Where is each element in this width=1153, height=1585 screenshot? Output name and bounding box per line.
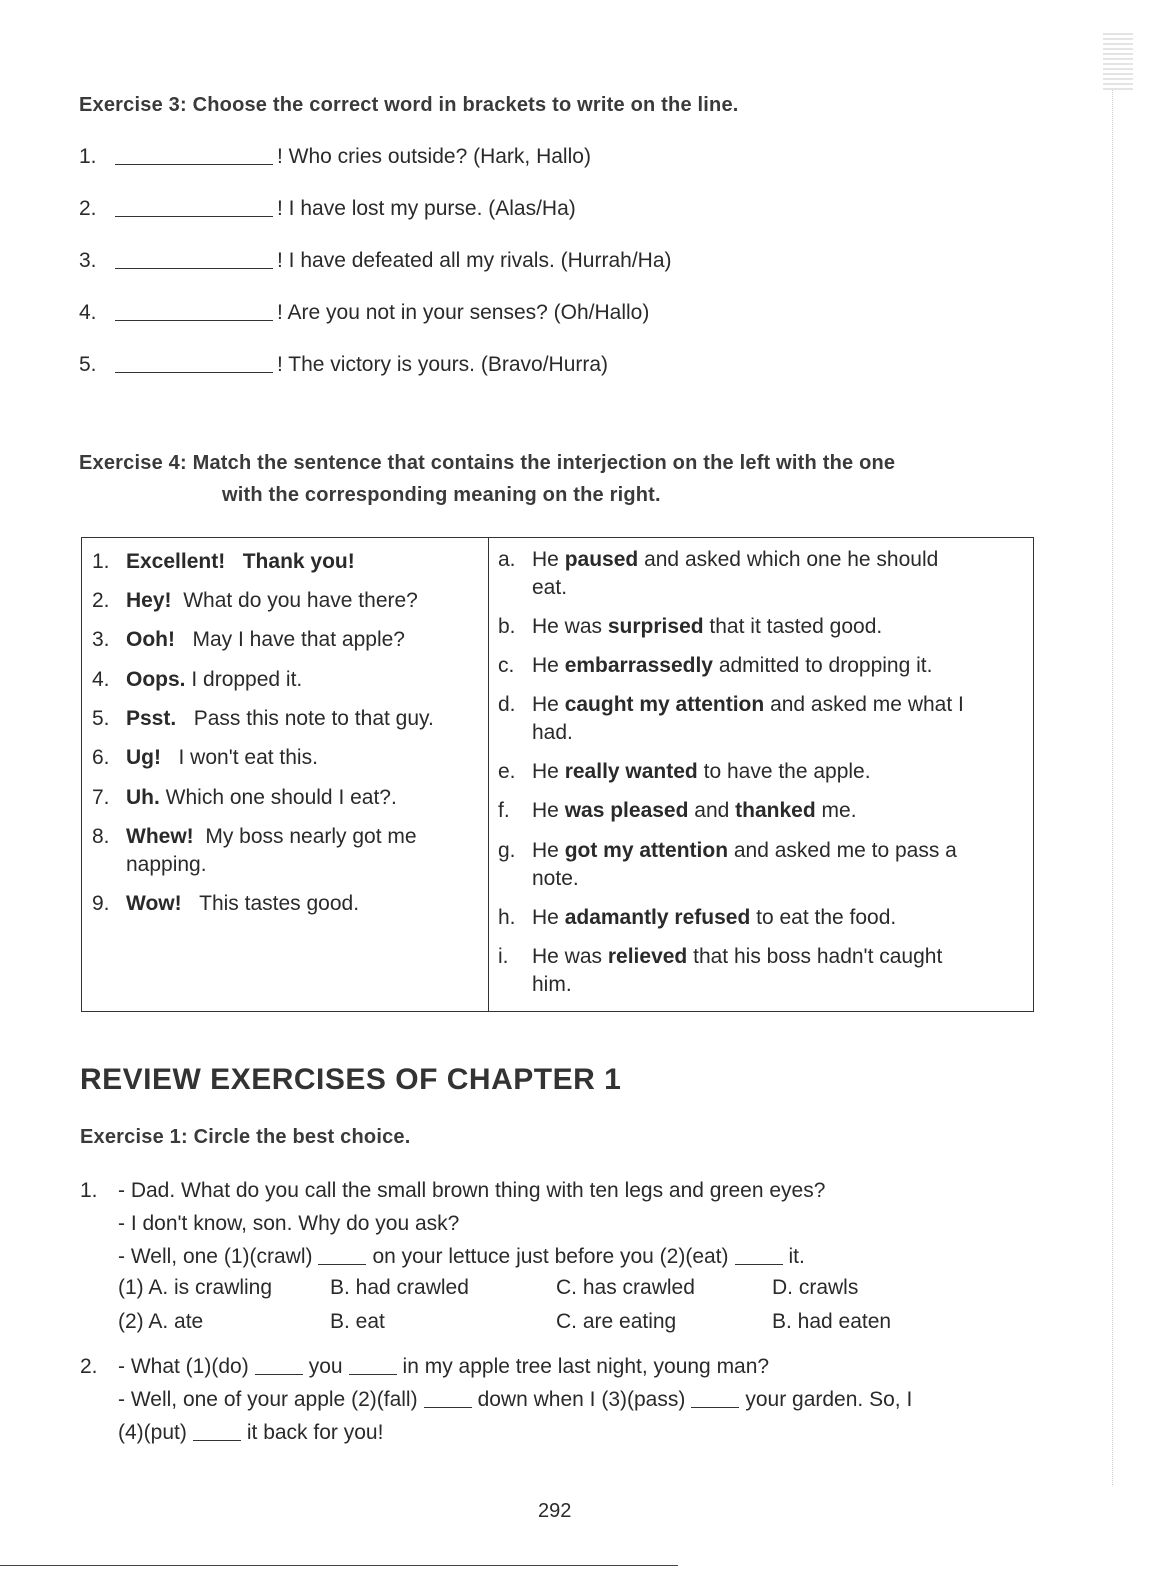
answer-blank[interactable] bbox=[424, 1387, 472, 1408]
item-letter: i. bbox=[498, 945, 509, 968]
right-item-e bbox=[498, 758, 1028, 786]
text-continuation: had. bbox=[532, 721, 573, 744]
keyword: adamantly refused bbox=[564, 906, 751, 929]
answer-blank[interactable] bbox=[115, 144, 273, 165]
item-number: 4. bbox=[79, 301, 97, 324]
option-2a[interactable]: (2) A. ate bbox=[118, 1310, 204, 1333]
item-number: 5. bbox=[92, 707, 110, 730]
item-text: ! Who cries outside? (Hark, Hallo) bbox=[277, 145, 591, 168]
left-item-8 bbox=[92, 823, 482, 879]
item-number: 4. bbox=[92, 668, 110, 691]
sentence: May I have that apple? bbox=[192, 628, 405, 651]
answer-blank[interactable] bbox=[255, 1354, 303, 1375]
right-item-g bbox=[498, 837, 1028, 893]
interjection: Wow! bbox=[126, 892, 182, 915]
table-divider bbox=[488, 538, 489, 1011]
item-number: 1. bbox=[92, 550, 110, 573]
sentence: Pass this note to that guy. bbox=[193, 707, 434, 730]
text: He bbox=[532, 654, 559, 677]
sentence: I dropped it. bbox=[191, 668, 303, 691]
item-number: 1. bbox=[79, 145, 97, 168]
sentence: My boss nearly got me bbox=[205, 825, 417, 848]
option-2d[interactable]: B. had eaten bbox=[772, 1310, 892, 1333]
interjection: Hey! bbox=[126, 589, 172, 612]
text: that it tasted good. bbox=[709, 615, 883, 638]
text: to eat the food. bbox=[756, 906, 897, 929]
item-letter: f. bbox=[498, 799, 510, 822]
text: He was bbox=[532, 945, 603, 968]
text: He bbox=[532, 906, 559, 929]
answer-blank[interactable] bbox=[115, 300, 273, 321]
right-item-i bbox=[498, 943, 1028, 999]
text: and asked me what I bbox=[770, 693, 964, 716]
text: down when I (3)(pass) bbox=[477, 1388, 686, 1411]
keyword: really wanted bbox=[564, 760, 698, 783]
text: me. bbox=[821, 799, 857, 822]
right-item-f bbox=[498, 797, 1028, 825]
item-text: ! I have defeated all my rivals. (Hurrah/Ha) bbox=[277, 249, 672, 272]
answer-blank[interactable] bbox=[691, 1387, 739, 1408]
answer-blank[interactable] bbox=[115, 248, 273, 269]
interjection: Uh. bbox=[126, 786, 160, 809]
text: - Well, one of your apple (2)(fall) bbox=[118, 1388, 418, 1411]
interjection: Whew! bbox=[126, 825, 194, 848]
item-number: 2. bbox=[79, 197, 97, 220]
scan-edge-noise bbox=[1103, 30, 1133, 90]
text: to have the apple. bbox=[703, 760, 871, 783]
exercise-4-heading-line2: with the corresponding meaning on the right. bbox=[222, 484, 661, 506]
question-1-line-1: - Dad. What do you call the small brown thing with ten legs and green eyes? bbox=[118, 1179, 826, 1202]
item-letter: g. bbox=[498, 839, 516, 862]
item-letter: c. bbox=[498, 654, 515, 677]
sentence: Which one should I eat?. bbox=[165, 786, 397, 809]
question-2-number: 2. bbox=[80, 1355, 98, 1378]
left-item-9 bbox=[92, 890, 482, 918]
option-1b[interactable]: B. had crawled bbox=[330, 1276, 469, 1299]
text-continuation: note. bbox=[532, 867, 579, 890]
interjection: Ooh! bbox=[126, 628, 175, 651]
matching-table bbox=[81, 537, 1034, 1012]
item-letter: h. bbox=[498, 906, 516, 929]
item-text: ! The victory is yours. (Bravo/Hurra) bbox=[277, 353, 609, 376]
sentence: I won't eat this. bbox=[178, 746, 318, 769]
interjection: Excellent! bbox=[126, 550, 226, 573]
item-number: 6. bbox=[92, 746, 110, 769]
list-item bbox=[79, 246, 672, 276]
item-text: ! I have lost my purse. (Alas/Ha) bbox=[277, 197, 576, 220]
question-1-line-3 bbox=[118, 1240, 805, 1273]
text: on your lettuce just before you (2)(eat) bbox=[372, 1245, 729, 1268]
text: He bbox=[532, 799, 559, 822]
text: and asked me to pass a bbox=[733, 839, 957, 862]
text-continuation: him. bbox=[532, 973, 572, 996]
answer-blank[interactable] bbox=[735, 1244, 783, 1265]
item-letter: e. bbox=[498, 760, 516, 783]
option-1d[interactable]: D. crawls bbox=[772, 1276, 859, 1299]
interjection: Oops. bbox=[126, 668, 186, 691]
keyword: thanked bbox=[735, 799, 816, 822]
answer-blank[interactable] bbox=[349, 1354, 397, 1375]
interjection: Psst. bbox=[126, 707, 177, 730]
question-1-line-2: - I don't know, son. Why do you ask? bbox=[118, 1212, 460, 1235]
right-item-d bbox=[498, 691, 1028, 747]
question-2-line-1 bbox=[118, 1350, 769, 1383]
text: He was bbox=[532, 615, 603, 638]
keyword: paused bbox=[564, 548, 639, 571]
list-item bbox=[79, 194, 672, 224]
item-number: 8. bbox=[92, 825, 110, 848]
review-exercise-1-heading: Exercise 1: Circle the best choice. bbox=[80, 1126, 411, 1148]
left-item-6 bbox=[92, 744, 482, 772]
question-2-line-3 bbox=[118, 1416, 383, 1449]
item-number: 9. bbox=[92, 892, 110, 915]
item-number: 7. bbox=[92, 786, 110, 809]
right-item-b bbox=[498, 613, 1028, 641]
text: that his boss hadn't caught bbox=[693, 945, 943, 968]
answer-blank[interactable] bbox=[318, 1244, 366, 1265]
page-number: 292 bbox=[538, 1500, 572, 1522]
item-letter: d. bbox=[498, 693, 516, 716]
answer-blank[interactable] bbox=[193, 1420, 241, 1441]
text: and bbox=[694, 799, 730, 822]
text: He bbox=[532, 839, 559, 862]
left-item-5 bbox=[92, 705, 482, 733]
keyword: got my attention bbox=[564, 839, 729, 862]
item-number: 3. bbox=[92, 628, 110, 651]
left-item-4 bbox=[92, 666, 482, 694]
option-1a[interactable]: (1) A. is crawling bbox=[118, 1276, 273, 1299]
item-letter: a. bbox=[498, 548, 516, 571]
keyword: caught my attention bbox=[564, 693, 765, 716]
item-number: 3. bbox=[79, 249, 97, 272]
exercise-3-heading: Exercise 3: Choose the correct word in brackets to write on the line. bbox=[79, 94, 739, 116]
list-item bbox=[79, 350, 672, 380]
sentence-continuation: napping. bbox=[126, 853, 207, 876]
left-item-1 bbox=[92, 548, 482, 576]
right-item-a bbox=[498, 546, 1028, 602]
text: He bbox=[532, 548, 559, 571]
left-item-2 bbox=[92, 587, 482, 615]
option-2b[interactable]: B. eat bbox=[330, 1310, 385, 1333]
text-continuation: eat. bbox=[532, 576, 568, 599]
text: you bbox=[308, 1355, 343, 1378]
text: and asked which one he should bbox=[644, 548, 939, 571]
text: (4)(put) bbox=[118, 1421, 187, 1444]
item-letter: b. bbox=[498, 615, 516, 638]
text: admitted to dropping it. bbox=[718, 654, 933, 677]
interjection: Ug! bbox=[126, 746, 161, 769]
text: your garden. So, I bbox=[745, 1388, 913, 1411]
keyword: was pleased bbox=[564, 799, 689, 822]
text: it. bbox=[788, 1245, 805, 1268]
question-2-line-2 bbox=[118, 1383, 912, 1416]
left-item-7 bbox=[92, 784, 482, 812]
list-item bbox=[79, 298, 672, 328]
item-text: ! Are you not in your senses? (Oh/Hallo) bbox=[277, 301, 650, 324]
keyword: embarrassedly bbox=[564, 654, 713, 677]
list-item bbox=[79, 142, 672, 172]
bottom-rule bbox=[0, 1565, 678, 1566]
keyword: relieved bbox=[607, 945, 688, 968]
left-item-3 bbox=[92, 626, 482, 654]
answer-blank[interactable] bbox=[115, 196, 273, 217]
exercise-4-heading: Exercise 4: Match the sentence that contains the interjection on the left with the one bbox=[79, 452, 896, 474]
item-number: 5. bbox=[79, 353, 97, 376]
exercise-3-list bbox=[79, 142, 672, 380]
text: it back for you! bbox=[246, 1421, 384, 1444]
text: - What (1)(do) bbox=[118, 1355, 249, 1378]
interjection: Thank you! bbox=[242, 550, 355, 573]
keyword: surprised bbox=[607, 615, 704, 638]
right-item-h bbox=[498, 904, 1028, 932]
item-number: 2. bbox=[92, 589, 110, 612]
text: in my apple tree last night, young man? bbox=[402, 1355, 770, 1378]
scan-edge-line bbox=[1112, 90, 1113, 1485]
option-1c[interactable]: C. has crawled bbox=[556, 1276, 695, 1299]
sentence: What do you have there? bbox=[183, 589, 418, 612]
question-1-number: 1. bbox=[80, 1179, 98, 1202]
right-item-c bbox=[498, 652, 1028, 680]
sentence: This tastes good. bbox=[199, 892, 360, 915]
answer-blank[interactable] bbox=[115, 352, 273, 373]
section-title: REVIEW EXERCISES OF CHAPTER 1 bbox=[80, 1063, 622, 1096]
option-2c[interactable]: C. are eating bbox=[556, 1310, 677, 1333]
text: He bbox=[532, 760, 559, 783]
text: He bbox=[532, 693, 559, 716]
text: - Well, one (1)(crawl) bbox=[118, 1245, 313, 1268]
